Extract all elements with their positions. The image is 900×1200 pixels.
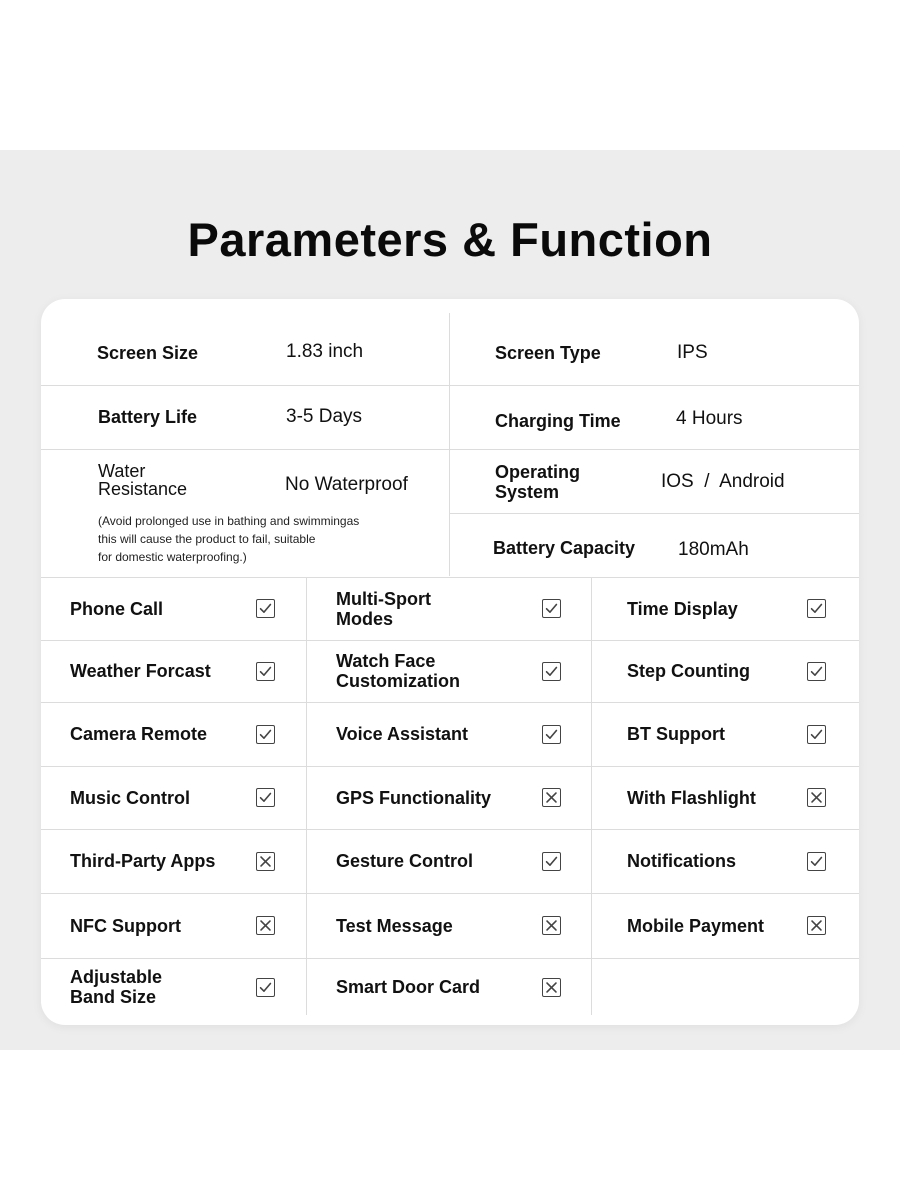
checked-box-icon [542,725,561,744]
feature-label: Multi-Sport Modes [336,588,431,629]
feature-label: Step Counting [627,661,750,681]
charging-time-label: Charging Time [495,411,621,431]
feature-label: BT Support [627,724,725,744]
divider [591,577,592,1015]
checked-box-icon [807,662,826,681]
screen-type-value: IPS [677,342,708,363]
spec-card [41,299,859,1025]
operating-system-value: IOS / Android [661,471,785,492]
checked-box-icon [256,978,275,997]
feature-label: GPS Functionality [336,787,492,808]
feature-label: Smart Door Card [336,977,481,997]
crossed-box-icon [807,788,826,807]
feature-label: Adjustable Band Size [70,967,163,1007]
water-resistance-value: No Waterproof [285,474,408,495]
battery-life-value: 3-5 Days [286,406,363,427]
divider [41,640,859,641]
crossed-box-icon [256,852,275,871]
feature-label: Music Control [70,787,190,808]
checked-box-icon [256,599,275,618]
divider [41,766,859,767]
water-resistance-note: (Avoid prolonged use in bathing and swimmingas this will cause the product to fail, suitable for domestic waterproofing.) [98,514,360,564]
feature-label: Phone Call [70,598,164,619]
feature-label: Notifications [627,851,737,871]
feature-label: Watch Face Customization [336,651,460,691]
battery-life-label: Battery Life [98,407,198,427]
screen-size-value: 1.83 inch [286,341,364,362]
crossed-box-icon [542,788,561,807]
feature-label: Third-Party Apps [70,851,216,871]
screen-size-label: Screen Size [97,343,199,363]
checked-box-icon [256,788,275,807]
feature-label: Mobile Payment [627,915,765,936]
crossed-box-icon [542,916,561,935]
battery-capacity-value: 180mAh [678,539,749,560]
feature-label: NFC Support [70,915,181,936]
feature-label: Weather Forcast [70,661,211,681]
divider [306,577,307,1015]
screen-type-label: Screen Type [495,343,601,363]
battery-capacity-label: Battery Capacity [493,538,636,558]
feature-label: With Flashlight [627,787,756,808]
water-resistance-label: Water Resistance [98,461,188,499]
divider [41,829,859,830]
checked-box-icon [256,725,275,744]
divider [41,958,859,959]
feature-label: Test Message [336,915,453,936]
crossed-box-icon [807,916,826,935]
checked-box-icon [807,725,826,744]
operating-system-label: Operating System [495,462,581,502]
divider [449,513,859,514]
feature-label: Voice Assistant [336,724,469,744]
divider [41,893,859,894]
divider [449,313,450,576]
feature-label: Time Display [627,598,738,619]
feature-label: Gesture Control [336,851,474,871]
checked-box-icon [807,852,826,871]
divider [41,577,859,578]
checked-box-icon [807,599,826,618]
divider [41,702,859,703]
feature-label: Camera Remote [70,724,208,744]
page-title: Parameters & Function [187,213,713,266]
crossed-box-icon [256,916,275,935]
checked-box-icon [542,852,561,871]
checked-box-icon [542,662,561,681]
checked-box-icon [542,599,561,618]
checked-box-icon [256,662,275,681]
divider [41,385,859,386]
divider [41,449,859,450]
charging-time-value: 4 Hours [676,408,743,429]
crossed-box-icon [542,978,561,997]
